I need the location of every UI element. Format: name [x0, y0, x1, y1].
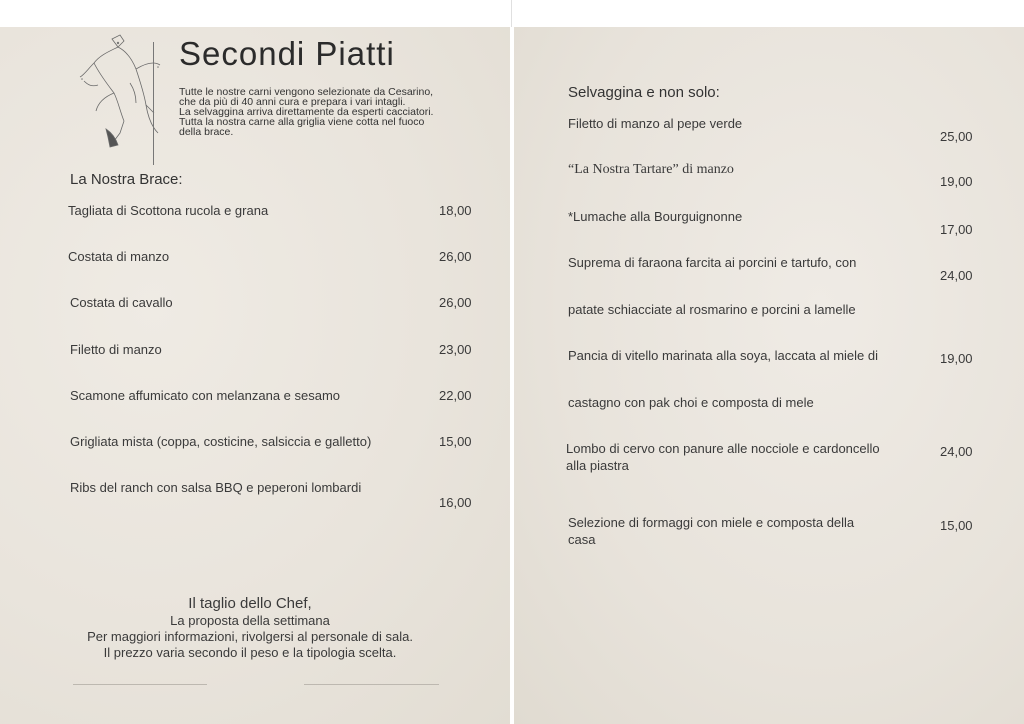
menu-item-name: Costata di manzo [68, 249, 170, 264]
chef-special-line: Il prezzo varia secondo il peso e la tipologia scelta. [103, 645, 397, 660]
menu-item-price: 17,00 [940, 222, 973, 237]
menu-item-name: Selezione di formaggi con miele e composta della [568, 515, 855, 530]
intro-line: che da più di 40 anni cura e prepara i vari intagli. [179, 96, 406, 108]
intro-line: Tutte le nostre carni vengono selezionate da Cesarino, [179, 86, 434, 98]
menu-item-name: “La Nostra Tartare” di manzo [568, 162, 734, 177]
menu-item-price: 15,00 [439, 434, 472, 449]
section-heading-selvaggina: Selvaggina e non solo: [568, 84, 720, 101]
menu-item-name: Ribs del ranch con salsa BBQ e peperoni lombardi [70, 480, 362, 495]
menu-item-name: Pancia di vitello marinata alla soya, laccata al miele di [568, 348, 878, 363]
menu-item-price: 19,00 [940, 174, 973, 189]
menu-item-name: Costata di cavallo [70, 295, 173, 310]
left-menu-page [0, 27, 510, 724]
right-menu-page [514, 27, 1024, 724]
menu-item-price: 19,00 [940, 351, 973, 366]
menu-item-name: Tagliata di Scottona rucola e grana [68, 203, 269, 218]
page-title: Secondi Piatti [179, 35, 395, 72]
decorative-rule [73, 684, 207, 685]
menu-item-name: castagno con pak choi e composta di mele [568, 395, 814, 410]
menu-item-price: 15,00 [940, 518, 973, 533]
menu-item-name-continued: alla piastra [566, 458, 629, 473]
menu-item-price: 24,00 [940, 268, 973, 283]
menu-item-price: 26,00 [439, 249, 472, 264]
chef-special-line: La proposta della settimana [170, 613, 330, 628]
decorative-rule [304, 684, 439, 685]
menu-item-name: Filetto di manzo [70, 342, 162, 357]
intro-line: Tutta la nostra carne alla griglia viene cotta nel fuoco [179, 116, 425, 128]
menu-item-name: Grigliata mista (coppa, costicine, salsiccia e galletto) [70, 434, 372, 449]
menu-item-name: Suprema di faraona farcita ai porcini e tartufo, con [568, 255, 857, 270]
menu-item-name-continued: casa [568, 532, 596, 547]
menu-item-name: Scamone affumicato con melanzana e sesamo [70, 388, 341, 403]
menu-item-price: 26,00 [439, 295, 472, 310]
menu-item-price: 22,00 [439, 388, 472, 403]
menu-item-name: Lombo di cervo con panure alle nocciole e cardoncello [566, 441, 880, 456]
menu-item-price: 18,00 [439, 203, 472, 218]
menu-item-name: patate schiacciate al rosmarino e porcini a lamelle [568, 302, 856, 317]
hare-illustration-icon [74, 33, 164, 151]
page-divider [511, 0, 512, 27]
menu-item-price: 25,00 [940, 129, 973, 144]
menu-item-name: Filetto di manzo al pepe verde [568, 116, 743, 131]
menu-item-price: 24,00 [940, 444, 973, 459]
menu-item-price: 16,00 [439, 495, 472, 510]
intro-text [179, 87, 433, 137]
intro-line: La selvaggina arriva direttamente da esperti cacciatori. [179, 106, 434, 118]
menu-item-price: 23,00 [439, 342, 472, 357]
chef-special-line: Per maggiori informazioni, rivolgersi al personale di sala. [87, 629, 413, 644]
section-heading-brace: La Nostra Brace: [70, 171, 183, 188]
menu-item-name: *Lumache alla Bourguignonne [568, 209, 743, 224]
intro-line: della brace. [179, 126, 234, 138]
header-vertical-rule [153, 42, 154, 165]
chef-special-title: Il taglio dello Chef, [188, 595, 312, 612]
